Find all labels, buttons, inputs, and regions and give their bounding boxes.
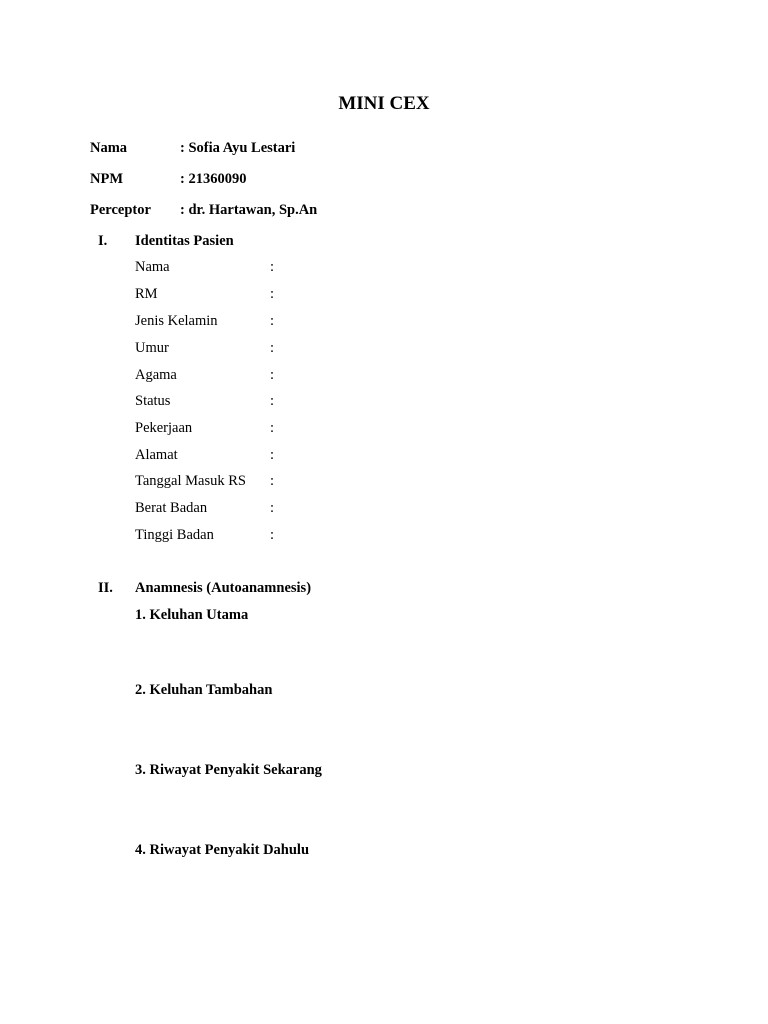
anamnesis-item: 1. Keluhan Utama [135,607,249,623]
patient-field-label: Umur [135,340,169,356]
header-value-nama: : Sofia Ayu Lestari [180,140,296,156]
header-value-npm: : 21360090 [180,171,247,187]
anamnesis-item: 4. Riwayat Penyakit Dahulu [135,842,310,858]
patient-field-colon: : [270,286,275,302]
patient-field-colon: : [270,473,275,489]
patient-field-colon: : [270,393,275,409]
page-title: MINI CEX [338,93,430,114]
patient-field-label: Agama [135,367,177,383]
patient-field-label: Status [135,393,171,409]
patient-field-colon: : [270,340,275,356]
section-1-title: Identitas Pasien [135,233,234,249]
patient-field-label: Jenis Kelamin [135,313,218,329]
header-value-perceptor: : dr. Hartawan, Sp.An [180,202,318,218]
patient-field-label: Tinggi Badan [135,527,214,543]
patient-field-colon: : [270,259,275,275]
header-label-nama: Nama [90,140,128,156]
patient-field-label: RM [135,286,158,302]
anamnesis-item: 2. Keluhan Tambahan [135,682,273,698]
patient-field-label: Pekerjaan [135,420,193,436]
anamnesis-item: 3. Riwayat Penyakit Sekarang [135,762,322,778]
patient-field-colon: : [270,500,275,516]
patient-field-colon: : [270,527,275,543]
patient-field-colon: : [270,447,275,463]
patient-field-colon: : [270,420,275,436]
header-label-npm: NPM [90,171,124,187]
patient-field-label: Tanggal Masuk RS [135,473,246,489]
patient-field-label: Berat Badan [135,500,208,516]
patient-field-colon: : [270,313,275,329]
section-1-numeral: I. [98,233,108,249]
section-2-numeral: II. [98,580,113,596]
header-label-perceptor: Perceptor [90,202,151,218]
patient-field-label: Nama [135,259,170,275]
section-2-title: Anamnesis (Autoanamnesis) [135,580,312,596]
patient-field-colon: : [270,367,275,383]
patient-field-label: Alamat [135,447,178,463]
